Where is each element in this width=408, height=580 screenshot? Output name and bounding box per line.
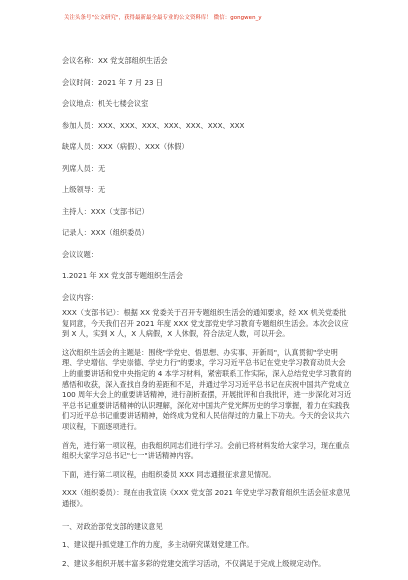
observers-line: 列席人员：无 bbox=[62, 163, 106, 173]
paragraph-opening: XXX（支部书记）：根据 XX 党委关于召开专题组织生活会的通知要求，经 XX 机关党委批复同意，今天我们召开 2021 年度 XXX 党支部党史学习教育专题组织生活会。本次会议应到 X 人，实到 X 人，X 人病假，X 人休假，符合法定人数，可以开会。 bbox=[62, 308, 349, 339]
agenda-heading: 会议议题： bbox=[62, 249, 98, 259]
leaders-line: 上级领导：无 bbox=[62, 185, 106, 194]
suggestion-item-1: 1、建议提升抓党建工作的力度，多主动研究谋划党建工作。 bbox=[62, 540, 254, 550]
top-banner bbox=[0, 0, 408, 42]
host-line: 主持人：XXX（支部书记） bbox=[62, 206, 149, 216]
agenda-item: 1.2021 年 XX 党支部专题组织生活会 bbox=[62, 271, 183, 280]
paragraph-report: XXX（组织委员）：现在由我宣读《XXX 党支部 2021 年党史学习教育组织生活会征求意见通报》。 bbox=[62, 488, 351, 508]
recorder-line: 记录人：XXX（组织委员） bbox=[62, 228, 149, 237]
paragraph-agenda-two: 下面，进行第二项议程，由组织委员 XXX 同志通报征求意见情况。 bbox=[62, 469, 276, 479]
attendees-line: 参加人员：XXX、XXX、XXX、XXX、XXX、XXX、XXX bbox=[62, 120, 245, 130]
meeting-record-document bbox=[62, 50, 352, 569]
paragraph-theme: 这次组织生活会的主题是：围绕"学党史、悟思想、办实事、开新局"，认真贯彻"学史明理、学史增信、学史崇德、学史力行"的要求，学习习近平总书记在党史学习教育动员大会上的重要讲话和党中央指定的 4 本学习材料，紧密联系工作实际，深入总结党史学习教育的感悟和收获，深入查找自身的差距和不足，并通过学习习近平总书记在庆祝中国共产党成立 100 周年大会上的重要讲话精神，进行剖析查摆，开展批评和自我批评，进一步深化对习近平总书记重要讲话精神的认识理解，深化对中国共产党光辉历史的学习掌握，着力在实践我们习近平总书记重要讲话精神，始终成为党和人民信得过的力量上下功夫。今天的会议共六项议程，下面逐项进行。 bbox=[62, 347, 352, 431]
meeting-name-line: 会议名称：XX 党支部组织生活会 bbox=[62, 56, 168, 65]
section-heading-suggestions: 一、对政治部党支部的建议意见 bbox=[62, 521, 163, 531]
meeting-time-line: 会议时间：2021 年 7 月 23 日 bbox=[62, 77, 163, 87]
suggestion-item-2: 2、建议多组织开展丰富多彩的党建交流学习活动，不仅满足于完成上级规定动作。 bbox=[62, 558, 326, 568]
absent-line: 缺席人员：XXX（病假）、XXX（休假） bbox=[62, 142, 189, 151]
paragraph-agenda-one: 首先，进行第一项议程，由我组织同志们进行学习。会前已将材料发给大家学习，现在重点组织大家学习总书记"七一"讲话精神内容。 bbox=[62, 440, 350, 461]
content-heading: 会议内容： bbox=[62, 292, 98, 302]
meeting-place-line: 会议地点：机关七楼会议室 bbox=[62, 99, 149, 108]
banner-notice: 关注头条号"公文研究"，获得最新最全最专业的公文资料库！ 微信：gongwen_y bbox=[64, 15, 262, 21]
